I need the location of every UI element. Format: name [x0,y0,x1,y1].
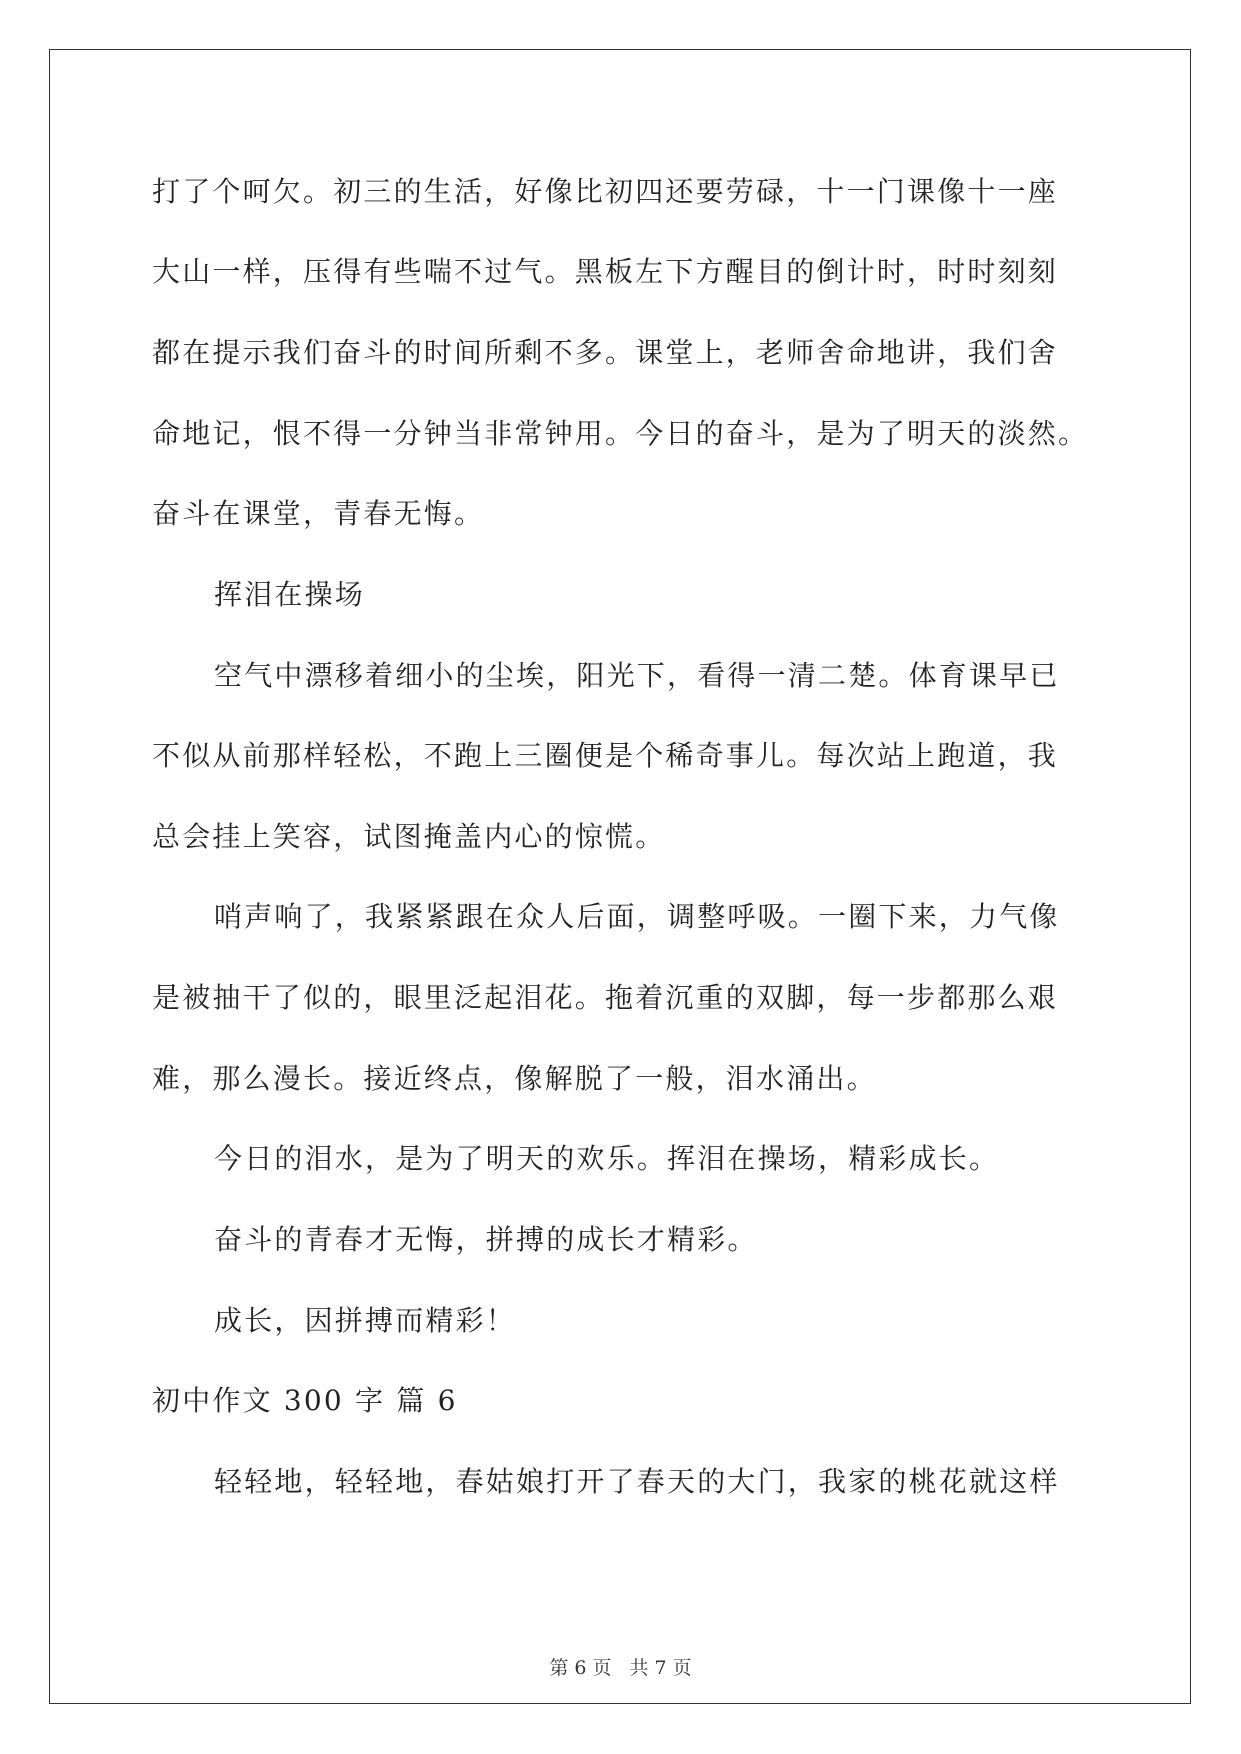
paragraph-line: 奋斗在课堂，青春无悔。 [152,497,485,530]
paragraph-line: 难，那么漫长。接近终点，像解脱了一般，泪水涌出。 [152,1062,877,1095]
paragraph-line: 空气中漂移着细小的尘埃，阳光下，看得一清二楚。体育课早已 [214,659,1060,692]
paragraph-line: 都在提示我们奋斗的时间所剩不多。课堂上，老师舍命地讲，我们舍 [152,336,1059,369]
page-footer [0,1653,1241,1680]
paragraph-line: 大山一样，压得有些喘不过气。黑板左下方醒目的倒计时，时时刻刻 [152,255,1059,288]
paragraph-line: 今日的泪水，是为了明天的欢乐。挥泪在操场，精彩成长。 [214,1142,1000,1175]
paragraph-line: 成长，因拼搏而精彩！ [214,1304,517,1337]
paragraph-line: 不似从前那样轻松，不跑上三圈便是个稀奇事儿。每次站上跑道，我 [152,739,1059,772]
paragraph-line: 轻轻地，轻轻地，春姑娘打开了春天的大门，我家的桃花就这样 [214,1465,1060,1498]
total-pages: 共 7 页 [629,1657,692,1679]
page-border [49,49,1191,1704]
paragraph-line: 命地记，恨不得一分钟当非常钟用。今日的奋斗，是为了明天的淡然。 [152,417,1089,450]
paragraph-line: 奋斗的青春才无悔，拼搏的成长才精彩。 [214,1223,758,1256]
essay-title: 初中作文 300 字 篇 6 [152,1384,458,1417]
paragraph-line: 总会挂上笑容，试图掩盖内心的惊慌。 [152,820,666,853]
section-heading: 挥泪在操场 [214,578,366,611]
paragraph-line: 打了个呵欠。初三的生活，好像比初四还要劳碌，十一门课像十一座 [152,175,1059,208]
paragraph-line: 是被抽干了似的，眼里泛起泪花。拖着沉重的双脚，每一步都那么艰 [152,981,1059,1014]
paragraph-line: 哨声响了，我紧紧跟在众人后面，调整呼吸。一圈下来，力气像 [214,900,1060,933]
page-number: 第 6 页 [549,1657,612,1679]
